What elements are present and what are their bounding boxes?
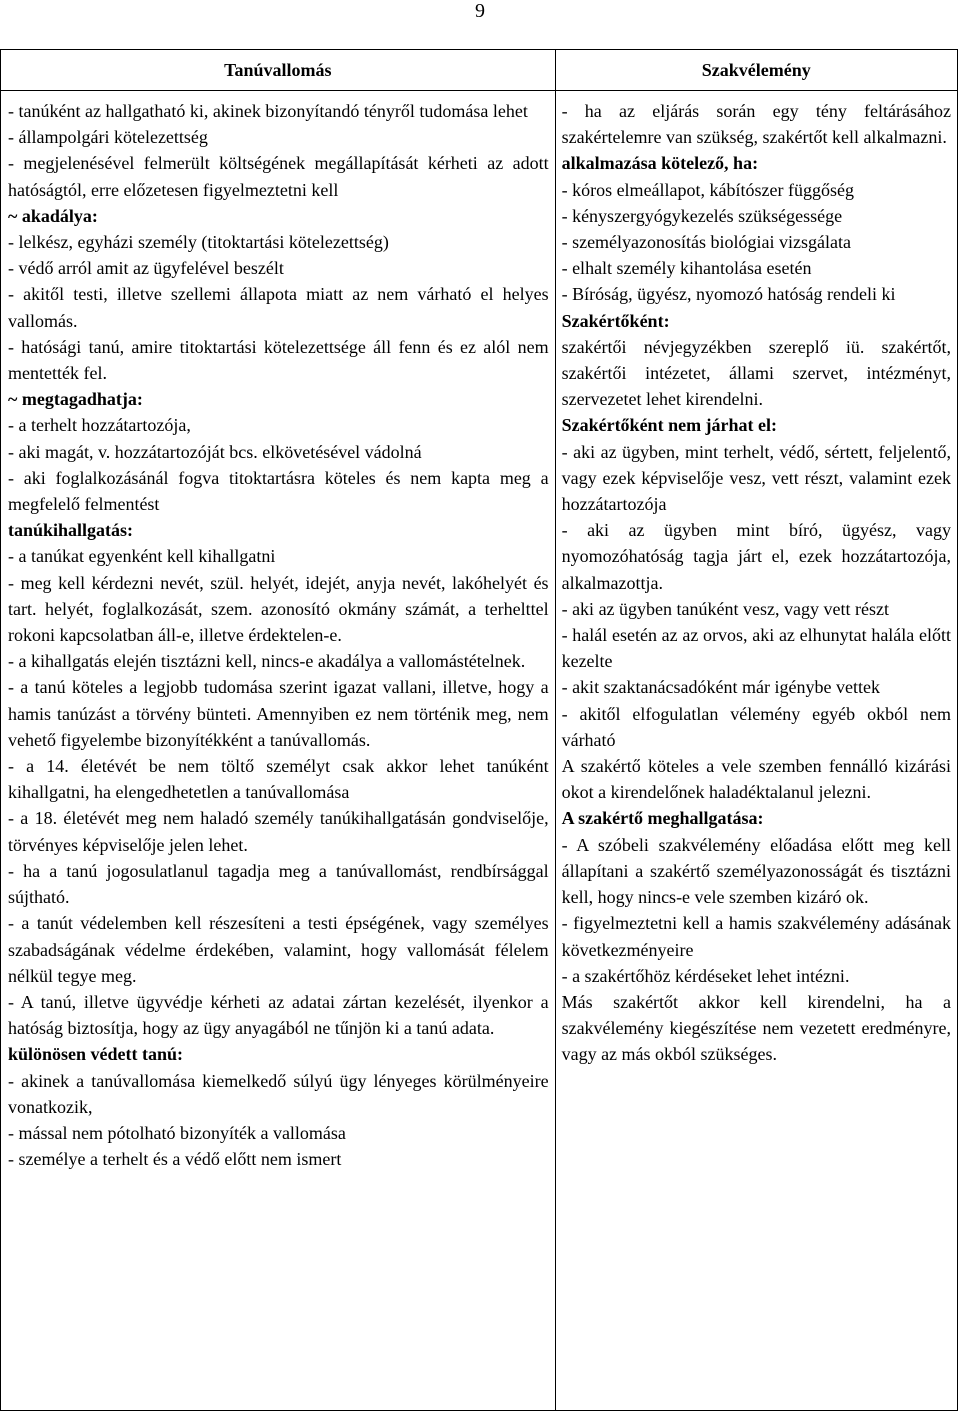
right-paragraph: - akitől elfogulatlan vélemény egyéb okból nem várható [561,703,951,750]
right-paragraph: - kényszergyógykezelés szükségessége [561,205,843,226]
right-paragraph: - akit szaktanácsadóként már igénybe vettek [561,677,880,698]
left-paragraph: - akitől testi, illetve szellemi állapota miatt az nem várható el helyes vallomás. [8,284,549,331]
left-paragraph: - személye a terhelt és a védő előtt nem ismert [8,1149,342,1170]
right-column-text [556,91,957,1068]
right-cell [555,91,957,1411]
left-cell [1,91,556,1411]
left-heading: ~ akadálya: [8,205,98,226]
right-paragraph: - aki az ügyben mint bíró, ügyész, vagy nyomozóhatóság tagja járt el, ezek hozzátartozója, alkalmazottja. [561,520,951,593]
right-paragraph: szakértői névjegyzékben szereplő iü. szakértőt, szakértői intézetet, állami szervet, intézményt, szervezetet lehet kirendelni. [561,336,951,410]
left-paragraph: - ha a tanú jogosulatlanul tagadja meg a tanúvallomást, rendbírsággal sújtható. [8,860,549,908]
right-paragraph: Más szakértőt akkor kell kirendelni, ha a szakvélemény kiegészítése nem vezetett eredményre, vagy az más okból szükséges. [561,991,951,1065]
right-paragraph: - kóros elmeállapot, kábítószer függőség [561,179,854,200]
left-paragraph: - a tanú köteles a legjobb tudomása szerint igazat vallani, illetve, hogy a hamis tanúzást a törvény bünteti. Amennyiben ez nem történik meg, nem vehető figyelembe bizonyítékként a tanúvallomás. [8,677,549,750]
content-table [0,49,958,1411]
left-paragraph: - a 18. életévét meg nem haladó személy tanúkihallgatásán gondviselője, törvényes képviselője jelen lehet. [8,808,549,855]
left-paragraph: - tanúként az hallgatható ki, akinek bizonyítandó tényről tudomása lehet [8,101,528,121]
left-paragraph: - mással nem pótolható bizonyíték a vallomása [8,1122,346,1143]
left-heading: tanúkihallgatás: [8,520,134,541]
right-paragraph: - aki az ügyben tanúként vesz, vagy vett részt [561,598,889,619]
left-paragraph: - A tanú, illetve ügyvédje kérheti az adatai zártan kezelését, ilyenkor a hatóság biztosítja, hogy az ügy anyagából ne tűnjön ki a tanú adata. [8,991,549,1039]
page-number: 9 [475,0,485,22]
left-paragraph: - védő arról amit az ügyfelével beszélt [8,258,284,279]
body-row [1,91,958,1411]
header-row [1,50,958,91]
left-heading: ~ megtagadhatja: [8,389,143,410]
header-szakvelemeny: Szakvélemény [555,50,957,91]
left-column-text [1,91,555,1172]
right-paragraph: - figyelmeztetni kell a hamis szakvélemény adásának következményeire [561,913,951,960]
right-heading: alkalmazása kötelező, ha: [561,153,759,174]
right-paragraph: - elhalt személy kihantolása esetén [561,258,812,279]
right-paragraph: - a szakértőhöz kérdéseket lehet intézni. [561,965,850,986]
right-paragraph: - személyazonosítás biológiai vizsgálata [561,232,851,253]
right-paragraph: A szakértő köteles a vele szemben fennálló kizárási okot a kirendelőnek haladéktalanul jelezni. [561,756,951,803]
left-paragraph: - a kihallgatás elején tisztázni kell, nincs-e akadálya a vallomástételnek. [8,651,526,672]
right-heading: Szakértőként nem járhat el: [561,415,778,436]
left-paragraph: - a terhelt hozzátartozója, [8,415,191,436]
right-paragraph: - A szóbeli szakvélemény előadása előtt meg kell állapítani a szakértő személyazonosságát és tisztázni kell, hogy nincs-e vele szemben kizáró ok. [561,834,951,908]
left-paragraph: - aki foglalkozásánál fogva titoktartásra köteles és nem kapta meg a megfelelő felmentést [8,467,549,515]
right-heading: Szakértőként: [561,310,670,331]
left-paragraph: - a tanúkat egyenként kell kihallgatni [8,546,276,567]
left-paragraph: - hatósági tanú, amire titoktartási kötelezettsége áll fenn és ez alól nem mentették fel. [8,336,549,384]
left-paragraph: - állampolgári kötelezettség [8,127,208,148]
left-paragraph: - lelkész, egyházi személy (titoktartási kötelezettség) [8,232,389,253]
left-paragraph: - akinek a tanúvallomása kiemelkedő súlyú ügy lényeges körülményeire vonatkozik, [8,1070,549,1117]
left-heading: különösen védett tanú: [8,1044,184,1065]
right-paragraph: - aki az ügyben, mint terhelt, védő, sértett, feljelentő, vagy ezek képviselője vesz, vett részt, valamint ezek hozzátartozója [561,441,951,515]
left-paragraph: - a 14. életévét be nem töltő személyt csak akkor lehet tanúként kihallgatni, ha elengedhetetlen a tanúvallomása [8,756,549,803]
header-tanuvallomas: Tanúvallomás [1,50,556,91]
left-paragraph: - megjelenésével felmerült költségének megállapítását kérheti az adott hatóságtól, erre előzetesen figyelmeztetni kell [8,153,549,200]
right-paragraph: - ha az eljárás során egy tény feltárásához szakértelemre van szükség, szakértőt kell alkalmazni. [561,101,951,148]
left-paragraph: - a tanút védelemben kell részesíteni a testi épségének, vagy személyes szabadságának védelme érdekében, valamint, hogy vallomását félelem nélkül tegye meg. [8,913,549,986]
right-paragraph: - halál esetén az az orvos, aki az elhunytat halála előtt kezelte [561,625,951,672]
right-paragraph: - Bíróság, ügyész, nyomozó hatóság rendeli ki [561,284,896,305]
right-heading: A szakértő meghallgatása: [561,808,764,829]
left-paragraph: - meg kell kérdezni nevét, szül. helyét, idejét, anyja nevét, lakóhelyét és tart. helyét, foglalkozását, szem. azonosító okmány számát, a terhelttel rokoni kapcsolatban áll-e, illetve érdektelen-e. [8,572,549,646]
left-paragraph: - aki magát, v. hozzátartozóját bcs. elkövetésével vádolná [8,441,422,462]
